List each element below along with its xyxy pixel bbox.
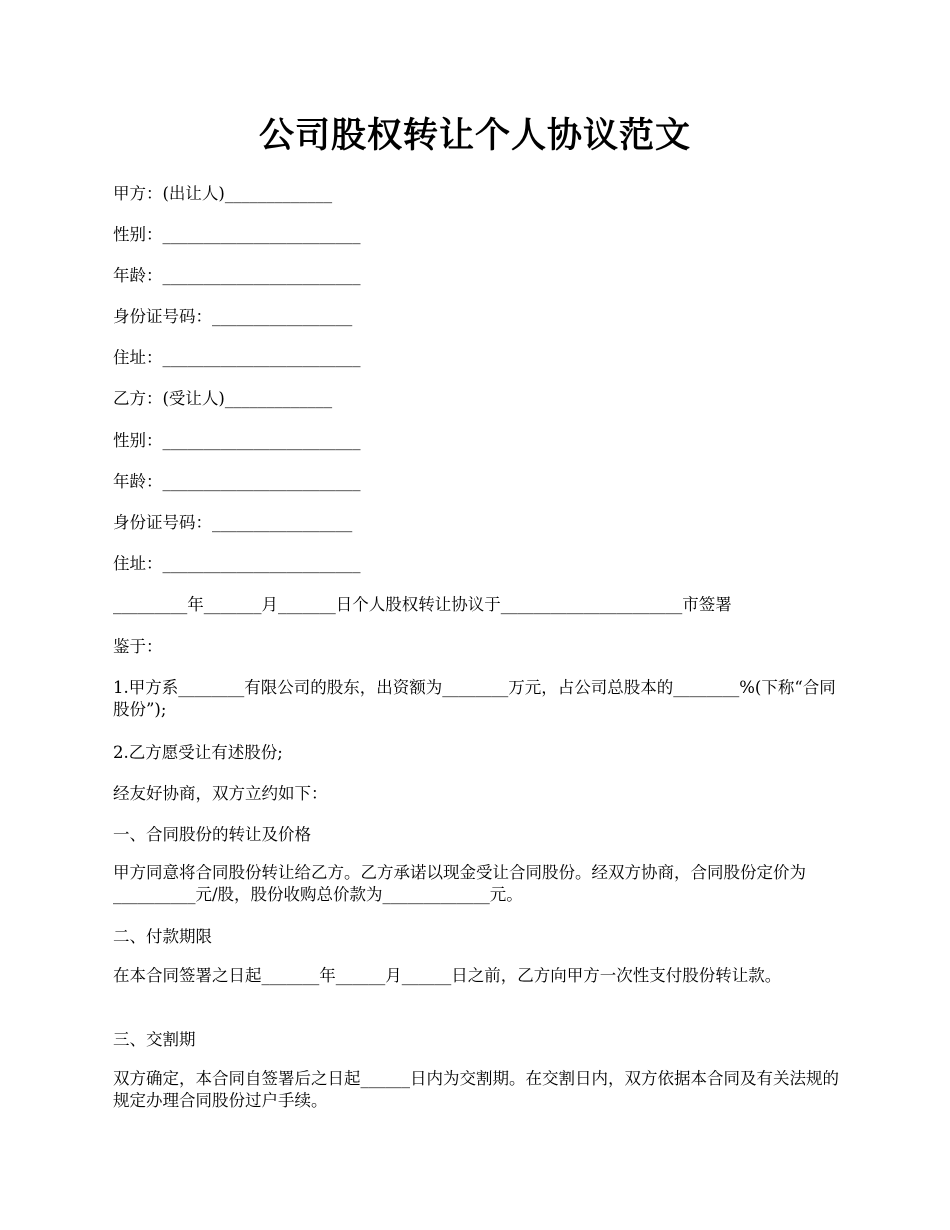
party-a-gender-line: 性别：________________________ (113, 225, 361, 244)
party-a-id-line: 身份证号码：_________________ (113, 307, 353, 326)
party-b-id-line: 身份证号码：_________________ (113, 513, 353, 532)
section-2-heading: 二、付款期限 (113, 927, 212, 946)
party-b-name-line: 乙方：(受让人)_____________ (113, 389, 333, 408)
section-1-heading: 一、合同股份的转让及价格 (113, 825, 311, 844)
section-2-body: 在本合同签署之日起_______年______月______日之前，乙方向甲方一次性支付股份转让款。 (113, 966, 782, 985)
section-3-body: 双方确定，本合同自签署后之日起______日内为交割期。在交割日内，双方依据本合同及有关法规的规定办理合同股份过户手续。 (113, 1069, 839, 1110)
party-b-age-line: 年龄：________________________ (113, 472, 361, 491)
whereas-label: 鉴于： (113, 637, 163, 656)
party-a-age-line: 年龄：________________________ (113, 266, 361, 285)
document-title: 公司股权转让个人协议范文 (258, 115, 691, 156)
party-b-address-line: 住址：________________________ (113, 554, 361, 573)
recital-1: 1.甲方系________有限公司的股东，出资额为________万元，占公司总股本的________%(下称“合同股份”); (113, 678, 836, 719)
section-1-body: 甲方同意将合同股份转让给乙方。乙方承诺以现金受让合同股份。经双方协商，合同股份定价为__________元/股，股份收购总价款为_____________元。 (113, 863, 806, 904)
signing-line: _________年_______月_______日个人股权转让协议于______________________市签署 (113, 595, 732, 614)
party-a-name-line: 甲方：(出让人)_____________ (113, 184, 333, 203)
party-a-address-line: 住址：________________________ (113, 348, 361, 367)
party-b-gender-line: 性别：________________________ (113, 431, 361, 450)
recital-2: 2.乙方愿受让有述股份; (113, 743, 283, 762)
agreement-intro: 经友好协商，双方立约如下： (113, 784, 328, 803)
section-3-heading: 三、交割期 (113, 1030, 196, 1049)
